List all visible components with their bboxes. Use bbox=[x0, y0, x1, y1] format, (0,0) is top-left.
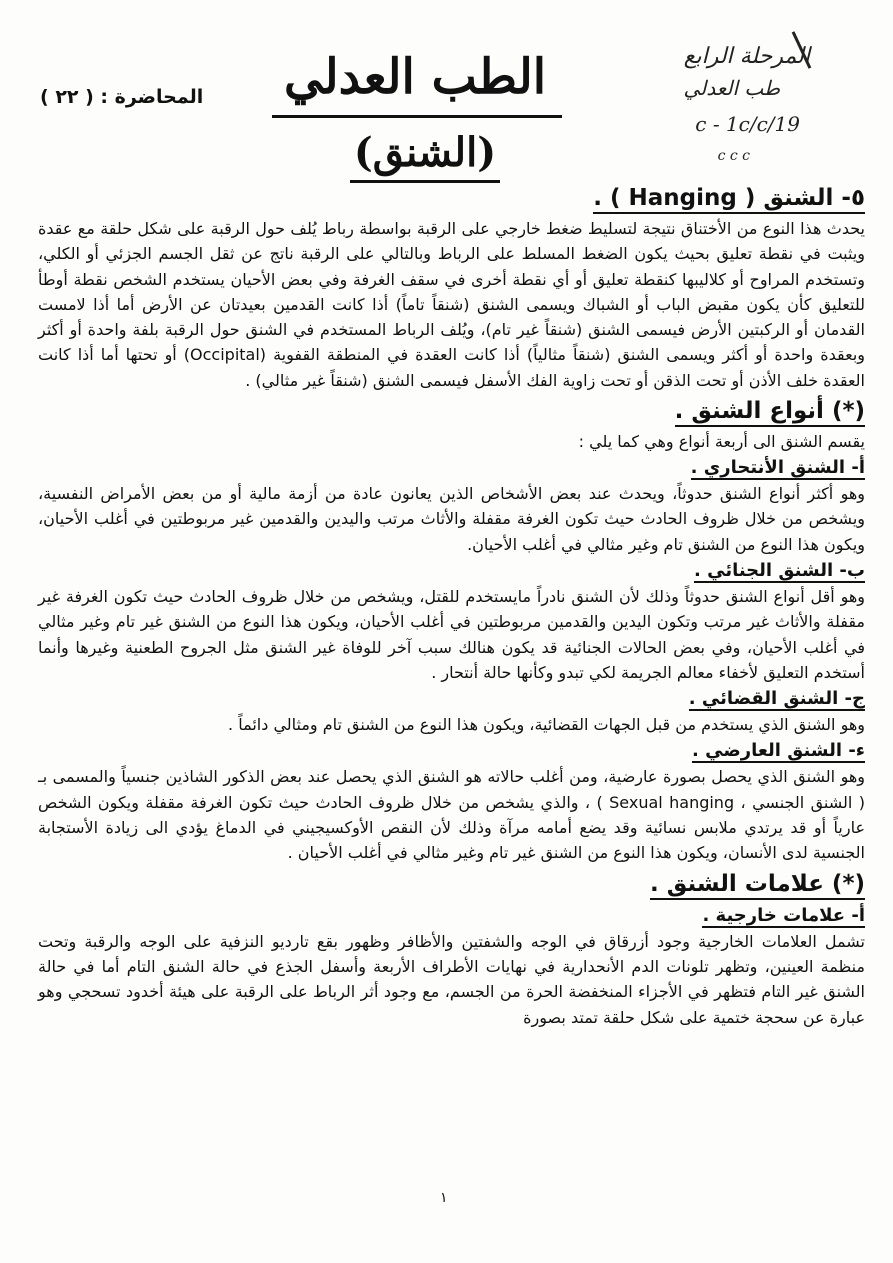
type-title-text: ء- الشنق العارضي . bbox=[692, 740, 865, 762]
document-body bbox=[38, 180, 865, 1233]
types-heading-text: (*) أنواع الشنق . bbox=[675, 398, 865, 427]
handwritten-date: c - 1c/c/19 bbox=[695, 112, 800, 136]
handwritten-note bbox=[630, 40, 810, 170]
section-heading-hanging bbox=[38, 180, 865, 216]
title-underline bbox=[272, 115, 562, 118]
hanging-definition-paragraph: يحدث هذا النوع من الأختناق نتيجة لتسليط ضغط خارجي على الرقبة بواسطة رباط يُلف حول الرقبة على شكل حلقة مع عقدة ويثبت في نقطة تعليق بحيث يكون الضغط المسلط على الرباط وبالتالي على الرقبة ناتج عن ثقل الجسم الجزئي أو الكلي، وتستخدم المراوح أو كلاليبها كنقطة تعليق أو أي نقطة أخرى في سقف الغرفة وفي بعض الأحيان يستخدم الشخص نقطة أوطأ للتعليق كأن يكون مقبض الباب أو الشباك ويسمى الشنق (شنقاً تاماً) أذا كانت القدمين بعيدتان عن الأرض أما أذا لامست القدمان أو الركبتين الأرض فيسمى الشنق (شنقاً غير تام)، ويُلف الرباط المستخدم في الشنق حول الرقبة بلفة واحدة أو أكثر وبعقدة واحدة أو أكثر ويسمى الشنق (شنقاً مثالياً) أذا كانت العقدة في المنطقة القفوية (Occipital) أو تحتها أما أذا كانت العقدة خلف الأذن أو تحت الذقن أو تحت زاوية الفك الأسفل فيسمى الشنق (شنقاً غير مثالي) . bbox=[38, 219, 865, 390]
type-homicidal-title bbox=[38, 557, 865, 584]
type-title-text: أ- الشنق الأنتحاري . bbox=[690, 457, 865, 479]
types-intro: يقسم الشنق الى أربعة أنواع وهي كما يلي : bbox=[578, 432, 865, 452]
lecture-number: المحاضرة : ( ٢٢ ) bbox=[40, 86, 204, 108]
type-suicidal-title bbox=[38, 454, 865, 481]
handwritten-stage: المرحلة الرابع bbox=[683, 44, 810, 69]
section-heading-types bbox=[38, 393, 865, 429]
type-suicidal-text: وهو أكثر أنواع الشنق حدوثاً، ويحدث عند بعض الأشخاص الذين يعانون عادة من أزمة مالية أو من بعض الأمراض النفسية، ويشخص من خلال ظروف الحادث حيث تكون الغرفة مقفلة والأثاث مرتب واليدين والقدمين غير مربوطتين في أغلب الأحيان، ويكون هذا النوع من الشنق تام وغير مثالي في أغلب الأحيان. bbox=[38, 484, 865, 554]
type-judicial-text: وهو الشنق الذي يستخدم من قبل الجهات القضائية، ويكون هذا النوع من الشنق تام ومثالي دائماً . bbox=[228, 715, 865, 735]
external-signs-title bbox=[38, 902, 865, 929]
page-title: الطب العدلي bbox=[283, 49, 547, 105]
section-heading-text: ٥- الشنق ( Hanging ) . bbox=[593, 185, 865, 214]
type-accidental-title bbox=[38, 737, 865, 764]
external-signs-text: تشمل العلامات الخارجية وجود أزرقاق في الوجه والشفتين والأظافر وظهور بقع تارديو النزفية على الوجه والرقبة وتحت منظمة العينين، وتظهر تلونات الدم الأنحدارية في نهايات الأطراف الأربعة وأسفل الجذع في حالة الشنق التام أما في حالة الشنق غير التام فتظهر في الأجزاء المنخفضة الحرة من الجسم، مع وجود أثر الرباط على الرقبة على هيئة أخدود تسحجي وهو عبارة عن سحجة ختمية على شكل حلقة تمتد بصورة bbox=[38, 931, 865, 1027]
type-homicidal-text: وهو أقل أنواع الشنق حدوثاً وذلك لأن الشنق نادراً مايستخدم للقتل، ويشخص من خلال ظروف الحادث حيث تكون الغرفة غير مقفلة والأثاث غير مرتب وتكون اليدين والقدمين مربوطتين في أغلب الأحيان، ويكون هذا النوع من الشنق غير تام وغير مثالي في أغلب الأحيان، وفي بعض الحالات الجنائية قد يكون هنالك سبب آخر للوفاة غير الشنق مثل الجروح الطعنية وغيرها وأنما أستخدم التعليق لأخفاء معالم الجريمة لكي تبدو وكأنها حالة أنتحار . bbox=[38, 586, 865, 682]
section-heading-signs bbox=[38, 866, 865, 902]
page-subtitle: (الشنق) bbox=[353, 129, 497, 176]
type-title-text: ج- الشنق القضائي . bbox=[688, 688, 865, 710]
type-title-text: ب- الشنق الجنائي . bbox=[694, 559, 865, 581]
type-accidental-text: وهو الشنق الذي يحصل بصورة عارضية، ومن أغلب حالاته هو الشنق الذي يحصل عند بعض الذكور الشاذين جنسياً والمسمى بـ ( الشنق الجنسي ، Sexual hanging ) ، والذي يشخص من خلال ظروف الحادث حيث تكون الغرفة مقفلة ويكون الشخص عارياً أو قد يرتدي ملابس نسائية وقد يضع أمامه مرآة وذلك لأن النقص الأوكسيجيني في الدماغ يؤدي الى زيادة الأستجابة الجنسية لدى الأنسان، ويكون هذا النوع من الشنق غير تام وغير مثالي في أغلب الأحيان . bbox=[38, 767, 865, 863]
external-title-text: أ- علامات خارجية . bbox=[702, 904, 865, 926]
handwritten-subject: طب العدلي bbox=[683, 76, 780, 100]
page-number: ١ bbox=[440, 1190, 448, 1206]
handwritten-mark: c c c bbox=[717, 148, 750, 164]
signs-heading-text: (*) علامات الشنق . bbox=[650, 871, 865, 900]
type-judicial-title bbox=[38, 685, 865, 712]
